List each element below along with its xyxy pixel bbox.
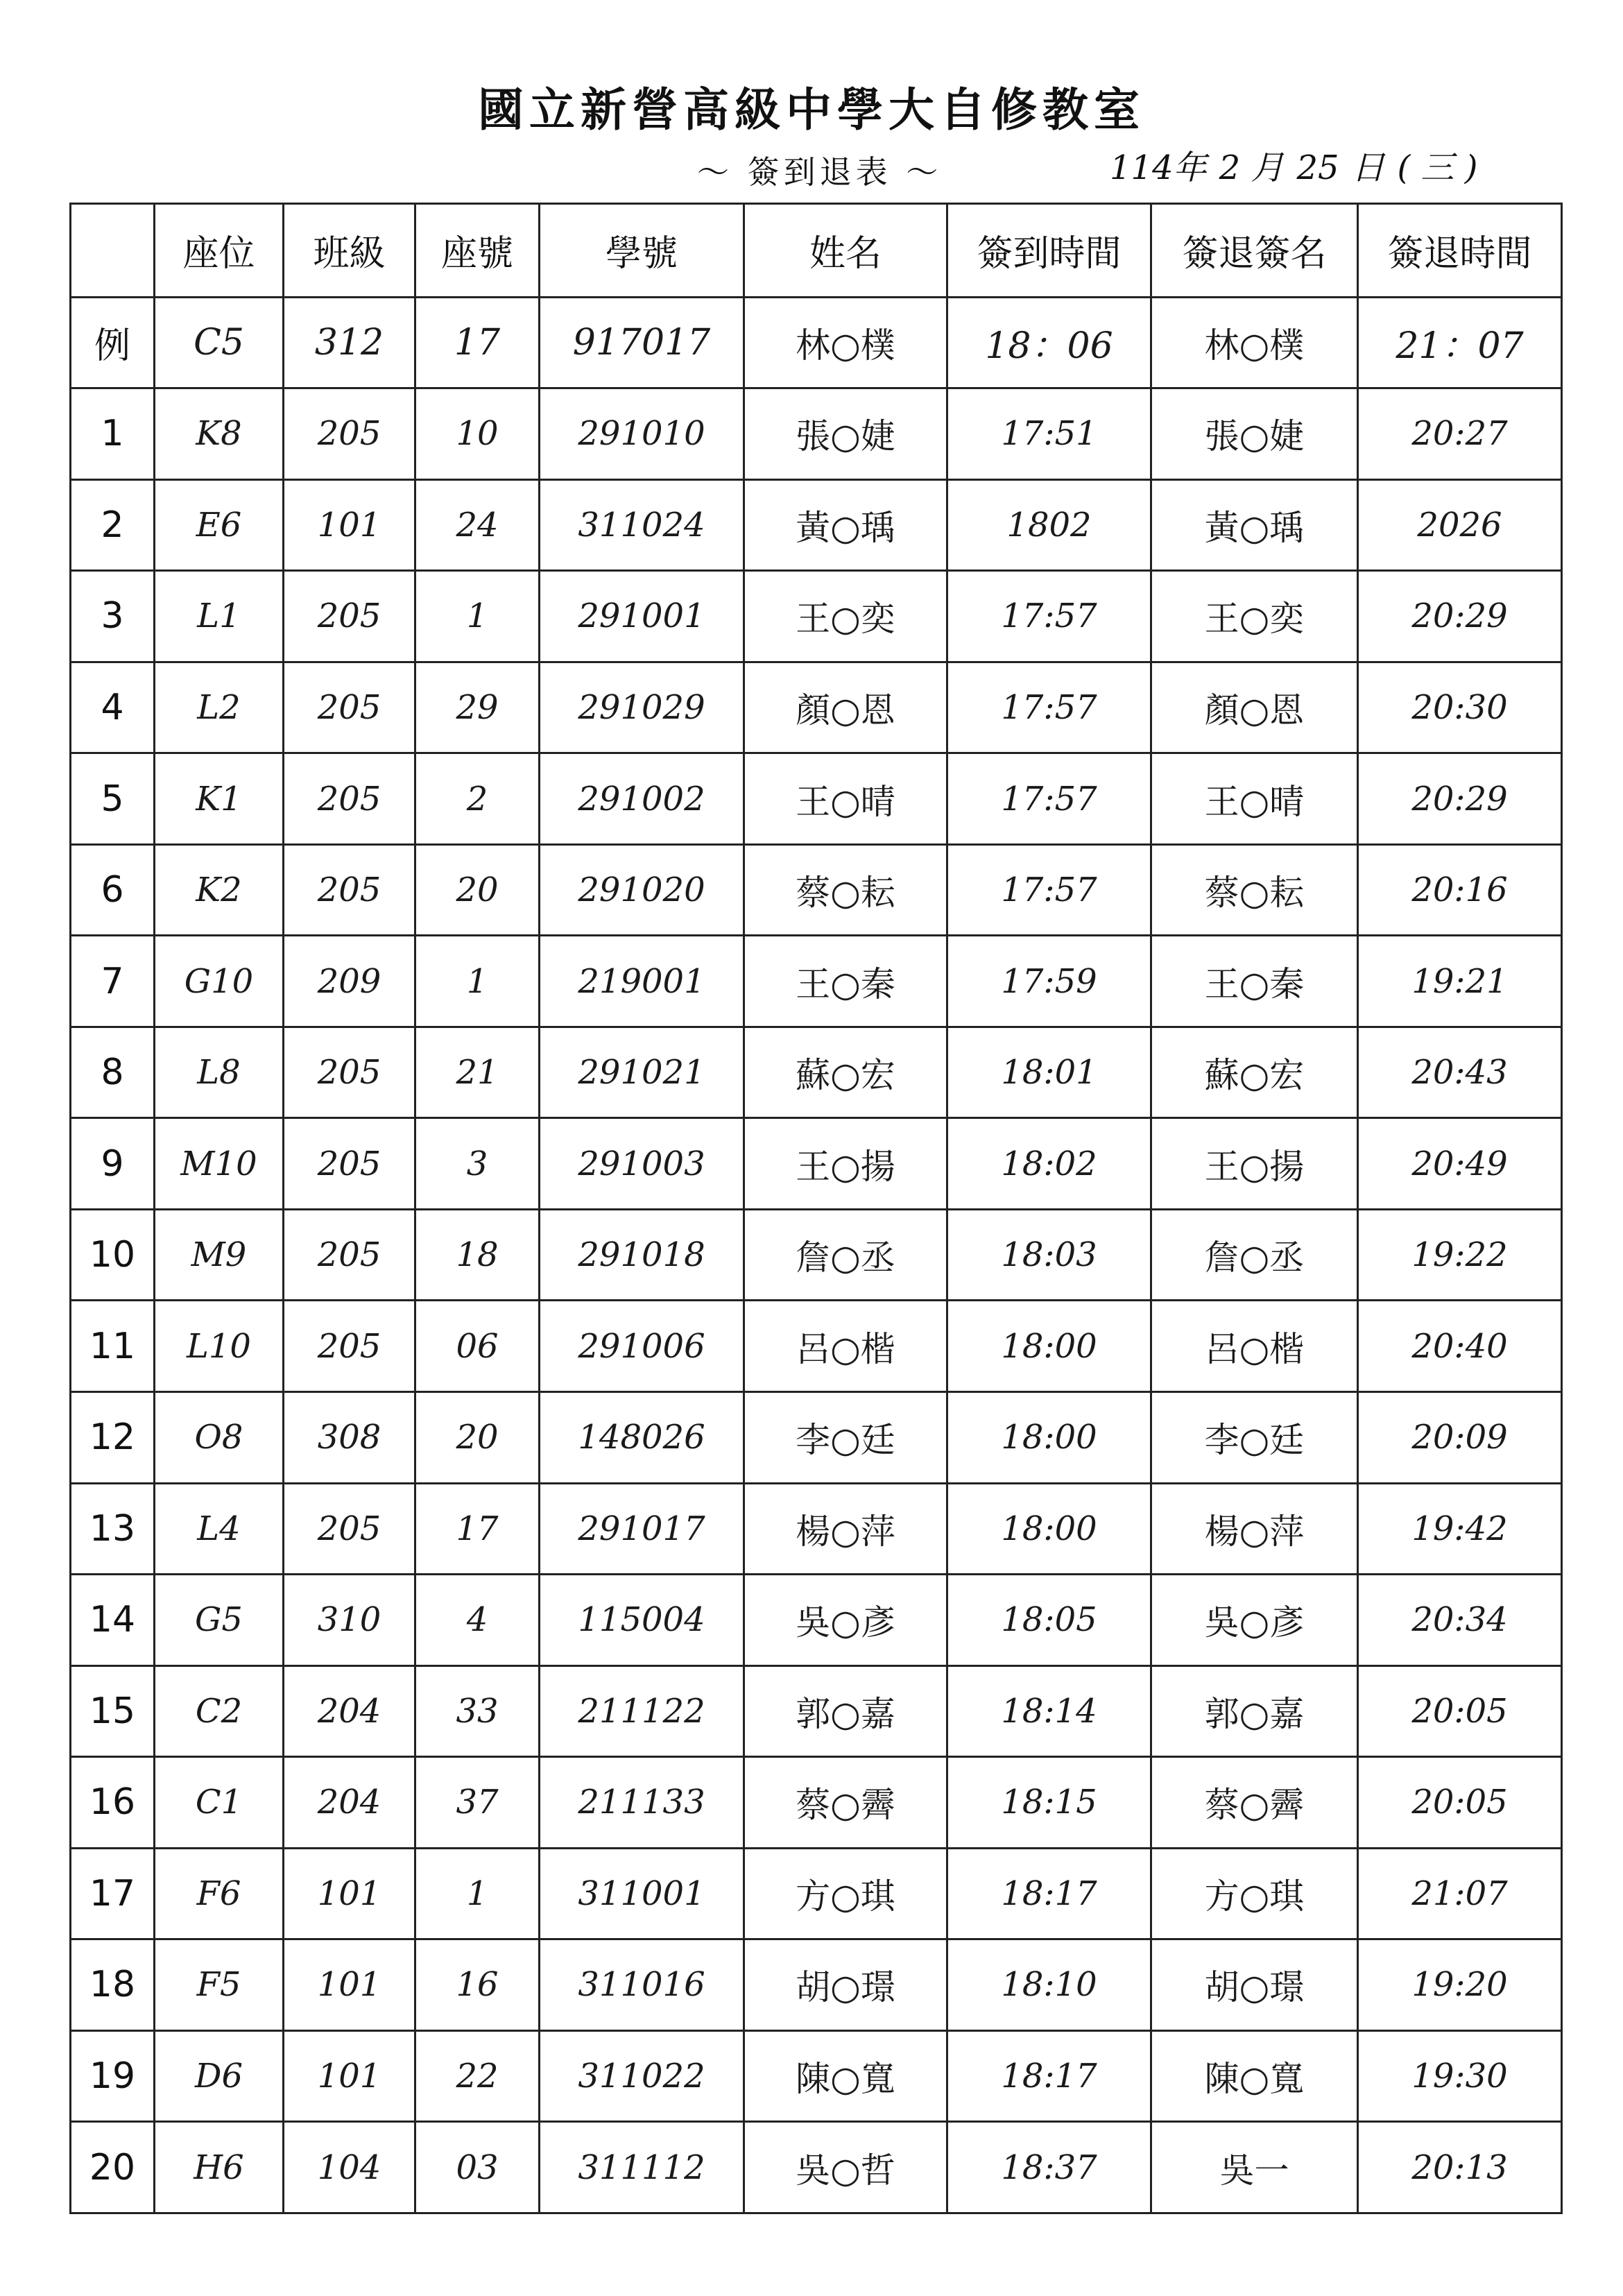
- row-signout-name: 詹○丞: [1151, 1209, 1358, 1301]
- row-signout-name: 顏○恩: [1151, 662, 1358, 753]
- row-class: 205: [284, 1301, 415, 1392]
- row-class: 205: [284, 1483, 415, 1575]
- row-seat: L8: [155, 1027, 284, 1118]
- table-row: [71, 2122, 1562, 2213]
- col-header-student-id: 學號: [540, 204, 744, 298]
- row-class: 104: [284, 2122, 415, 2213]
- row-index: 12: [71, 1391, 155, 1483]
- row-seat: D6: [155, 2030, 284, 2122]
- row-student-id: 211133: [540, 1757, 744, 1849]
- example-class: 312: [284, 297, 415, 388]
- row-student-id: 115004: [540, 1575, 744, 1666]
- row-index: 1: [71, 388, 155, 480]
- col-header-signout-signature: 簽退簽名: [1151, 204, 1358, 298]
- row-sign-out: 2026: [1358, 479, 1562, 571]
- example-sign-in: 18：06: [947, 297, 1151, 388]
- row-index: 15: [71, 1665, 155, 1757]
- row-signout-name: 胡○璟: [1151, 1939, 1358, 2031]
- row-index: 11: [71, 1301, 155, 1392]
- row-number: 17: [415, 1483, 540, 1575]
- row-seat: H6: [155, 2122, 284, 2213]
- table-row: [71, 1391, 1562, 1483]
- row-student-id: 311016: [540, 1939, 744, 2031]
- row-seat: K2: [155, 844, 284, 936]
- col-header-index: [71, 204, 155, 298]
- table-row: [71, 1118, 1562, 1210]
- row-student-id: 311001: [540, 1848, 744, 1939]
- row-number: 2: [415, 753, 540, 845]
- row-student-id: 291017: [540, 1483, 744, 1575]
- row-student-id: 219001: [540, 936, 744, 1027]
- example-number: 17: [415, 297, 540, 388]
- row-number: 20: [415, 1391, 540, 1483]
- row-index: 4: [71, 662, 155, 753]
- row-name: 王○秦: [744, 936, 947, 1027]
- row-seat: L1: [155, 571, 284, 662]
- example-sign-out: 21：07: [1358, 297, 1562, 388]
- row-sign-in: 18:37: [947, 2122, 1151, 2213]
- row-number: 21: [415, 1027, 540, 1118]
- row-number: 16: [415, 1939, 540, 2031]
- row-name: 呂○楷: [744, 1301, 947, 1392]
- row-number: 10: [415, 388, 540, 480]
- row-index: 8: [71, 1027, 155, 1118]
- row-seat: K1: [155, 753, 284, 845]
- row-sign-in: 18:17: [947, 2030, 1151, 2122]
- row-index: 7: [71, 936, 155, 1027]
- signin-table: [69, 203, 1563, 2214]
- row-sign-in: 18:15: [947, 1757, 1151, 1849]
- row-sign-out: 20:13: [1358, 2122, 1562, 2213]
- row-signout-name: 王○奕: [1151, 571, 1358, 662]
- row-student-id: 291029: [540, 662, 744, 753]
- row-class: 308: [284, 1391, 415, 1483]
- col-header-sign-out-time: 簽退時間: [1358, 204, 1562, 298]
- row-sign-out: 20:40: [1358, 1301, 1562, 1392]
- row-sign-out: 19:21: [1358, 936, 1562, 1027]
- row-index: 19: [71, 2030, 155, 2122]
- row-index: 2: [71, 479, 155, 571]
- row-seat: F6: [155, 1848, 284, 1939]
- row-index: 20: [71, 2122, 155, 2213]
- col-header-class: 班級: [284, 204, 415, 298]
- row-number: 1: [415, 936, 540, 1027]
- row-seat: L4: [155, 1483, 284, 1575]
- row-student-id: 311112: [540, 2122, 744, 2213]
- table-row: [71, 1939, 1562, 2031]
- row-name: 詹○丞: [744, 1209, 947, 1301]
- table-row: [71, 844, 1562, 936]
- row-class: 204: [284, 1757, 415, 1849]
- row-name: 蔡○耘: [744, 844, 947, 936]
- row-seat: L10: [155, 1301, 284, 1392]
- row-seat: C1: [155, 1757, 284, 1849]
- row-signout-name: 郭○嘉: [1151, 1665, 1358, 1757]
- row-signout-name: 呂○楷: [1151, 1301, 1358, 1392]
- table-row: [71, 936, 1562, 1027]
- row-class: 205: [284, 1027, 415, 1118]
- row-signout-name: 吳○彥: [1151, 1575, 1358, 1666]
- row-number: 4: [415, 1575, 540, 1666]
- row-class: 205: [284, 1118, 415, 1210]
- row-number: 20: [415, 844, 540, 936]
- row-seat: G10: [155, 936, 284, 1027]
- row-class: 101: [284, 479, 415, 571]
- table-row: [71, 662, 1562, 753]
- row-signout-name: 王○揚: [1151, 1118, 1358, 1210]
- table-row: [71, 1209, 1562, 1301]
- row-sign-in: 17:57: [947, 844, 1151, 936]
- row-sign-in: 1802: [947, 479, 1151, 571]
- row-sign-in: 18:00: [947, 1483, 1151, 1575]
- row-sign-in: 18:17: [947, 1848, 1151, 1939]
- row-signout-name: 張○婕: [1151, 388, 1358, 480]
- row-sign-out: 20:30: [1358, 662, 1562, 753]
- row-name: 黃○瑀: [744, 479, 947, 571]
- row-sign-in: 18:14: [947, 1665, 1151, 1757]
- row-signout-name: 楊○萍: [1151, 1483, 1358, 1575]
- example-row: [71, 297, 1562, 388]
- table-row: [71, 1757, 1562, 1849]
- row-sign-in: 18:05: [947, 1575, 1151, 1666]
- row-sign-out: 20:16: [1358, 844, 1562, 936]
- row-sign-out: 21:07: [1358, 1848, 1562, 1939]
- row-name: 楊○萍: [744, 1483, 947, 1575]
- row-index: 18: [71, 1939, 155, 2031]
- row-index: 10: [71, 1209, 155, 1301]
- table-row: [71, 1665, 1562, 1757]
- row-index: 16: [71, 1757, 155, 1849]
- header-row: [71, 204, 1562, 298]
- row-name: 顏○恩: [744, 662, 947, 753]
- row-sign-in: 17:51: [947, 388, 1151, 480]
- row-signout-name: 王○秦: [1151, 936, 1358, 1027]
- date-day: 25: [1296, 148, 1339, 187]
- row-sign-out: 19:42: [1358, 1483, 1562, 1575]
- row-index: 17: [71, 1848, 155, 1939]
- example-seat: C5: [155, 297, 284, 388]
- date-year: 114年: [1110, 148, 1207, 187]
- example-name: 林○樸: [744, 297, 947, 388]
- row-number: 22: [415, 2030, 540, 2122]
- row-name: 蘇○宏: [744, 1027, 947, 1118]
- row-student-id: 291003: [540, 1118, 744, 1210]
- row-sign-in: 17:57: [947, 662, 1151, 753]
- row-sign-out: 20:43: [1358, 1027, 1562, 1118]
- row-class: 101: [284, 1848, 415, 1939]
- page-title: 國立新營高級中學大自修教室: [478, 83, 1145, 137]
- row-number: 1: [415, 571, 540, 662]
- row-number: 29: [415, 662, 540, 753]
- row-student-id: 291002: [540, 753, 744, 845]
- row-sign-in: 18:02: [947, 1118, 1151, 1210]
- row-signout-name: 方○琪: [1151, 1848, 1358, 1939]
- row-class: 205: [284, 1209, 415, 1301]
- row-signout-name: 蔡○耘: [1151, 844, 1358, 936]
- table-row: [71, 753, 1562, 845]
- row-student-id: 311022: [540, 2030, 744, 2122]
- row-index: 3: [71, 571, 155, 662]
- row-sign-in: 18:00: [947, 1301, 1151, 1392]
- table-row: [71, 1575, 1562, 1666]
- row-index: 5: [71, 753, 155, 845]
- row-sign-out: 20:34: [1358, 1575, 1562, 1666]
- row-sign-out: 19:30: [1358, 2030, 1562, 2122]
- row-sign-out: 19:22: [1358, 1209, 1562, 1301]
- row-name: 郭○嘉: [744, 1665, 947, 1757]
- row-name: 胡○璟: [744, 1939, 947, 2031]
- row-index: 6: [71, 844, 155, 936]
- row-class: 310: [284, 1575, 415, 1666]
- date-line: [1110, 141, 1491, 189]
- row-name: 李○廷: [744, 1391, 947, 1483]
- row-sign-out: 20:49: [1358, 1118, 1562, 1210]
- row-number: 18: [415, 1209, 540, 1301]
- date-day-label: 日: [1351, 148, 1385, 187]
- row-sign-in: 18:00: [947, 1391, 1151, 1483]
- row-class: 204: [284, 1665, 415, 1757]
- row-signout-name: 王○晴: [1151, 753, 1358, 845]
- row-signout-name: 吳一: [1151, 2122, 1358, 2213]
- row-seat: K8: [155, 388, 284, 480]
- page-subtitle: ～ 簽到退表 ～: [697, 153, 943, 191]
- row-number: 06: [415, 1301, 540, 1392]
- row-name: 王○晴: [744, 753, 947, 845]
- row-seat: E6: [155, 479, 284, 571]
- row-student-id: 291021: [540, 1027, 744, 1118]
- row-student-id: 291001: [540, 571, 744, 662]
- row-class: 101: [284, 1939, 415, 2031]
- col-header-number: 座號: [415, 204, 540, 298]
- table-row: [71, 1848, 1562, 1939]
- row-number: 3: [415, 1118, 540, 1210]
- row-class: 205: [284, 571, 415, 662]
- row-name: 方○琪: [744, 1848, 947, 1939]
- row-signout-name: 黃○瑀: [1151, 479, 1358, 571]
- row-name: 吳○彥: [744, 1575, 947, 1666]
- table-row: [71, 1027, 1562, 1118]
- row-name: 王○奕: [744, 571, 947, 662]
- row-number: 37: [415, 1757, 540, 1849]
- row-student-id: 311024: [540, 479, 744, 571]
- date-weekday: ( 三 ): [1397, 148, 1478, 187]
- row-student-id: 291010: [540, 388, 744, 480]
- row-student-id: 291018: [540, 1209, 744, 1301]
- row-signout-name: 蘇○宏: [1151, 1027, 1358, 1118]
- row-sign-out: 20:27: [1358, 388, 1562, 480]
- row-name: 陳○寬: [744, 2030, 947, 2122]
- example-student-id: 917017: [540, 297, 744, 388]
- row-sign-in: 17:59: [947, 936, 1151, 1027]
- row-sign-out: 20:29: [1358, 753, 1562, 845]
- row-sign-out: 20:05: [1358, 1665, 1562, 1757]
- row-sign-out: 20:29: [1358, 571, 1562, 662]
- table-row: [71, 479, 1562, 571]
- row-signout-name: 陳○寬: [1151, 2030, 1358, 2122]
- row-number: 24: [415, 479, 540, 571]
- row-seat: M9: [155, 1209, 284, 1301]
- row-student-id: 291006: [540, 1301, 744, 1392]
- row-signout-name: 蔡○霽: [1151, 1757, 1358, 1849]
- col-header-seat: 座位: [155, 204, 284, 298]
- row-name: 吳○哲: [744, 2122, 947, 2213]
- date-month: 2 月: [1219, 148, 1285, 187]
- row-sign-in: 17:57: [947, 571, 1151, 662]
- row-sign-in: 17:57: [947, 753, 1151, 845]
- row-student-id: 148026: [540, 1391, 744, 1483]
- row-student-id: 291020: [540, 844, 744, 936]
- row-class: 205: [284, 662, 415, 753]
- row-name: 張○婕: [744, 388, 947, 480]
- table-row: [71, 2030, 1562, 2122]
- row-sign-out: 20:09: [1358, 1391, 1562, 1483]
- col-header-name: 姓名: [744, 204, 947, 298]
- row-seat: G5: [155, 1575, 284, 1666]
- row-number: 03: [415, 2122, 540, 2213]
- row-class: 209: [284, 936, 415, 1027]
- example-label: 例: [71, 297, 155, 388]
- row-signout-name: 李○廷: [1151, 1391, 1358, 1483]
- table-row: [71, 571, 1562, 662]
- row-number: 33: [415, 1665, 540, 1757]
- col-header-sign-in-time: 簽到時間: [947, 204, 1151, 298]
- row-index: 14: [71, 1575, 155, 1666]
- row-seat: O8: [155, 1391, 284, 1483]
- row-seat: C2: [155, 1665, 284, 1757]
- row-seat: M10: [155, 1118, 284, 1210]
- row-class: 205: [284, 388, 415, 480]
- table-row: [71, 1301, 1562, 1392]
- row-number: 1: [415, 1848, 540, 1939]
- row-sign-in: 18:01: [947, 1027, 1151, 1118]
- row-sign-in: 18:03: [947, 1209, 1151, 1301]
- row-class: 205: [284, 844, 415, 936]
- row-index: 13: [71, 1483, 155, 1575]
- row-class: 205: [284, 753, 415, 845]
- row-sign-out: 19:20: [1358, 1939, 1562, 2031]
- row-index: 9: [71, 1118, 155, 1210]
- row-seat: F5: [155, 1939, 284, 2031]
- row-sign-in: 18:10: [947, 1939, 1151, 2031]
- table-row: [71, 1483, 1562, 1575]
- row-name: 蔡○霽: [744, 1757, 947, 1849]
- row-name: 王○揚: [744, 1118, 947, 1210]
- row-sign-out: 20:05: [1358, 1757, 1562, 1849]
- example-signout-name: 林○樸: [1151, 297, 1358, 388]
- row-seat: L2: [155, 662, 284, 753]
- row-class: 101: [284, 2030, 415, 2122]
- row-student-id: 211122: [540, 1665, 744, 1757]
- table-row: [71, 388, 1562, 480]
